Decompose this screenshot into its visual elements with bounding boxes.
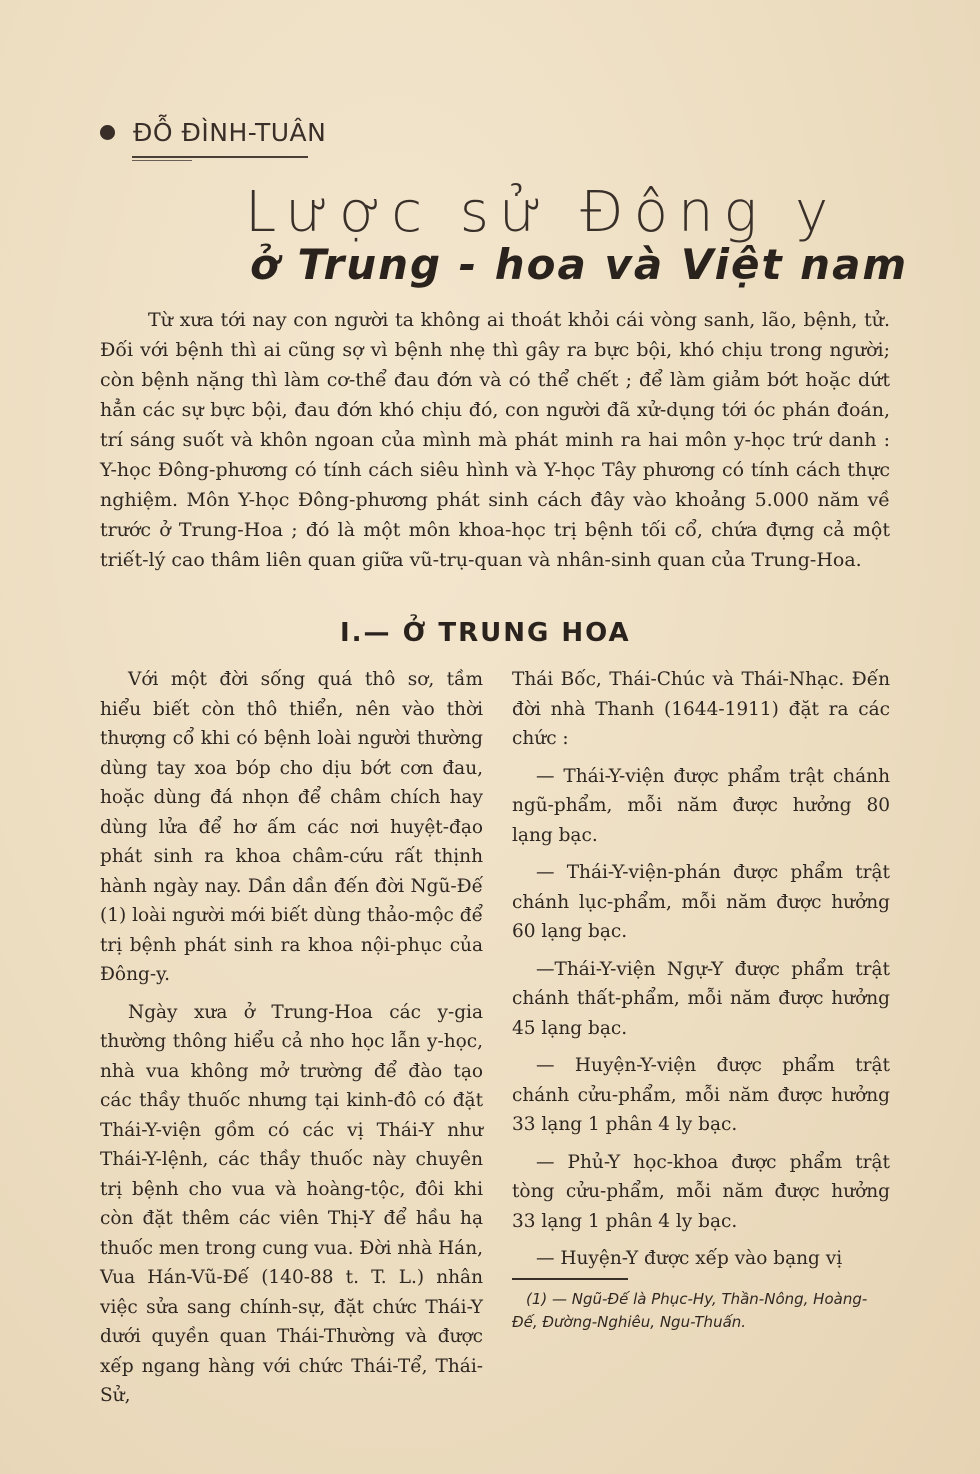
footnote-rule: [512, 1278, 628, 1280]
left-paragraph: Ngày xưa ở Trung-Hoa các y-gia thường thông hiểu cả nho học lẫn y-học, nhà vua không mở trường để đào tạo các thầy thuốc nhưng tại kinh-đô có đặt Thái-Y-viện gồm có các vị Thái-Y như Thái-Y-lệnh, các thầy thuốc này chuyên trị bệnh cho vua và hoàng-tộc, đôi khi còn đặt thêm các viên Thị-Y để hầu hạ thuốc men trong cung vua. Đời nhà Hán, Vua Hán-Vũ-Đế (140-88 t. T. L.) nhân việc sửa sang chính-sự, đặt chức Thái-Y dưới quyền quan Thái-Thường và được xếp ngang hàng với chức Thái-Tể, Thái-Sử,: [100, 1001, 483, 1406]
left-column: [100, 665, 483, 1419]
bullet-icon: [100, 125, 115, 140]
author-line: [100, 118, 326, 147]
article-title: Lược sử Đông y: [245, 180, 839, 245]
author-name: ĐỖ ĐÌNH-TUÂN: [133, 118, 327, 147]
right-list-item: — Huyện-Y được xếp vào bạng vị: [536, 1248, 843, 1269]
right-list-item: — Phủ-Y học-khoa được phẩm trật tòng cửu-phẩm, mỗi năm được hưởng 33 lạng 1 phân 4 ly bạc.: [512, 1151, 890, 1232]
article-subtitle: ở Trung - hoa và Việt nam: [250, 240, 909, 289]
section-heading: I.— Ở TRUNG HOA: [340, 618, 631, 648]
right-paragraph: Thái Bốc, Thái-Chúc và Thái-Nhạc. Đến đời nhà Thanh (1644-1911) đặt ra các chức :: [512, 669, 890, 749]
right-list-item: —Thái-Y-viện Ngự-Y được phẩm trật chánh thất-phẩm, mỗi năm được hưởng 45 lạng bạc.: [512, 958, 890, 1039]
author-underline-accent: [132, 160, 192, 161]
right-list-item: — Huyện-Y-viện được phẩm trật chánh cửu-phẩm, mỗi năm được hưởng 33 lạng 1 phân 4 ly bạc.: [512, 1055, 890, 1135]
right-list-item: — Thái-Y-viện-phán được phẩm trật chánh lục-phẩm, mỗi năm được hưởng 60 lạng bạc.: [512, 862, 890, 942]
right-list-item: — Thái-Y-viện được phẩm trật chánh ngũ-phẩm, mỗi năm được hưởng 80 lạng bạc.: [512, 765, 890, 846]
left-paragraph: Với một đời sống quá thô sơ, tầm hiểu biết còn thô thiển, nên vào thời thượng cổ khi có bệnh loài người thường dùng tay xoa bóp cho dịu bớt cơn đau, hoặc dùng đá nhọn để châm chích hay dùng lửa để hơ ấm các nơi huyệt-đạo phát sinh ra khoa châm-cứu rất thịnh hành ngày nay. Dần dần đến đời Ngũ-Đế (1) loài người mới biết dùng thảo-mộc để trị bệnh phát sinh ra khoa nội-phục của Đông-y.: [100, 669, 483, 985]
intro-paragraph: Từ xưa tới nay con người ta không ai thoát khỏi cái vòng sanh, lão, bệnh, tử. Đối với bệnh thì ai cũng sợ vì bệnh nhẹ thì gây ra bực bội, khó chịu trong người; còn bệnh nặng thì làm cơ-thể đau đớn và có thể chết ; để làm giảm bớt hoặc dứt hẳn các sự bực bội, đau đớn khó chịu đó, con người đã xử-dụng tới óc phán đoán, trí sáng suốt và khôn ngoan của mình mà phát minh ra hai môn y-học trứ danh : Y-học Đông-phương có tính cách siêu hình và Y-học Tây phương có tính cách thực nghiệm. Môn Y-học Đông-phương phát sinh cách đây vào khoảng 5.000 năm về trước ở Trung-Hoa ; đó là một môn khoa-học trị bệnh tối cổ, chứa đựng cả một triết-lý cao thâm liên quan giữa vũ-trụ-quan và nhân-sinh quan của Trung-Hoa.: [100, 309, 890, 571]
footnote: (1) — Ngũ-Đế là Phục-Hy, Thần-Nông, Hoàng-Đế, Đường-Nghiêu, Ngu-Thuấn.: [512, 1290, 868, 1331]
right-column: [512, 665, 890, 1282]
author-underline: [132, 156, 308, 158]
